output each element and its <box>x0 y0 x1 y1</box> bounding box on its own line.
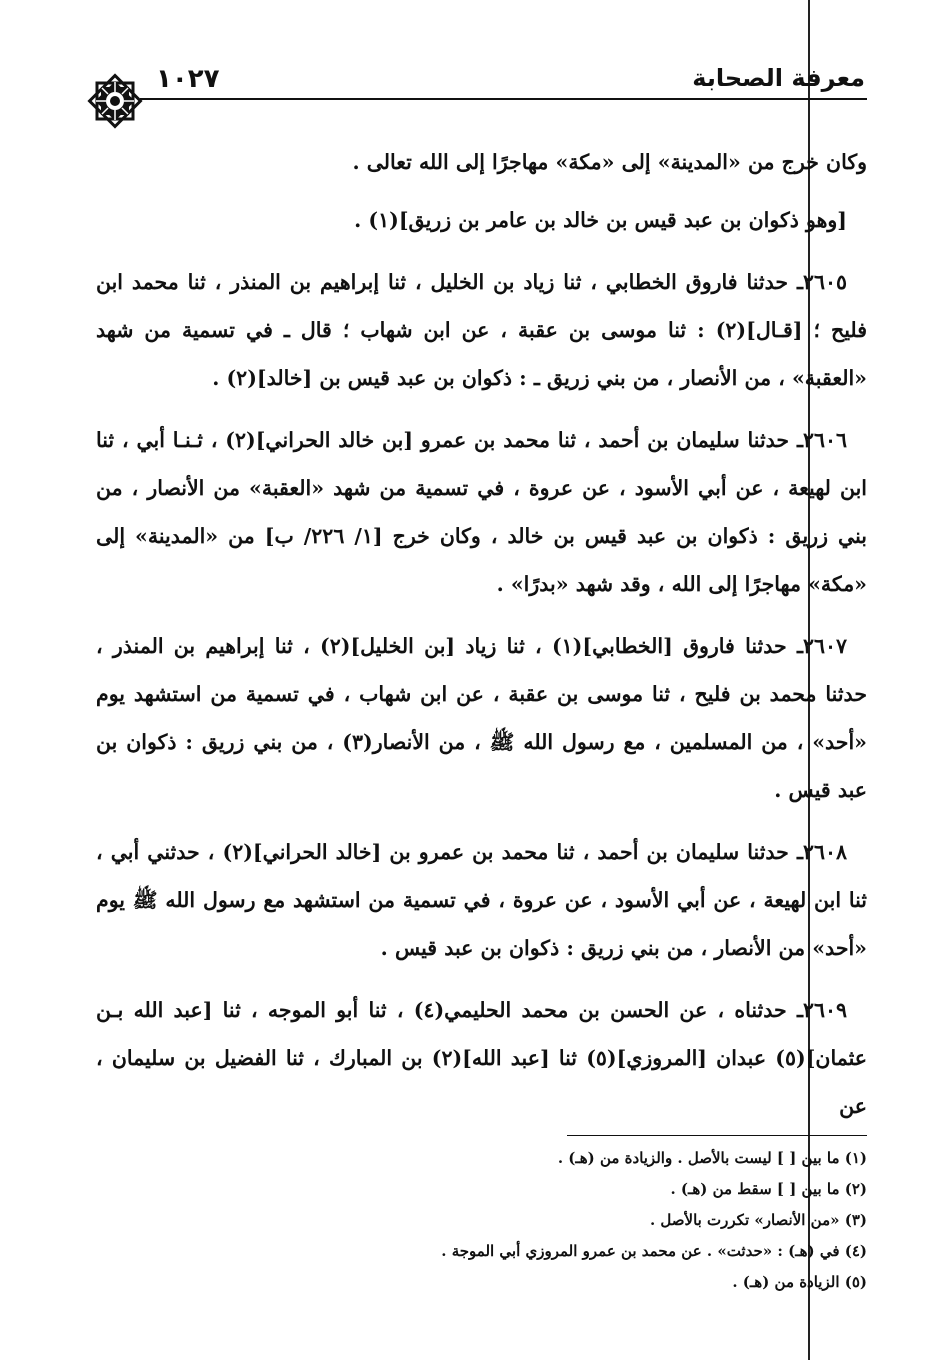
footnote-5: (٥) الزيادة من (هـ) . <box>732 1273 867 1291</box>
header-rule <box>140 98 867 100</box>
hadith-2607: ٢٦٠٧ـ حدثنا فاروق [الخطابي](١) ، ثنا زياد [بن الخليل](٢) ، ثنا إبراهيم بن المنذر ، حدثنا محمد بن فليح ، ثنا موسى بن عقبة ، عن ابن شهاب ، في تسمية من استشهد يوم «أحد» ، من المسلمين ، مع رسول الله ﷺ ، من الأنصار(٣) ، من بني زريق : ذكوان بن عبد قيس . <box>96 634 867 802</box>
hadith-2605: ٢٦٠٥ـ حدثنا فاروق الخطابي ، ثنا زياد بن الخليل ، ثنا إبراهيم بن المنذر ، ثنا محمد ابن فليح ؛ [قـال](٢) : ثنا موسى بن عقبة ، عن ابن شهاب ؛ قال ـ في تسمية من شهد «العقبة» ، من الأنصار ، من بني زريق ـ : ذكوان بن عبد قيس بن [خالد](٢) . <box>96 270 867 390</box>
hadith-2608: ٢٦٠٨ـ حدثنا سليمان بن أحمد ، ثنا محمد بن عمرو بن [خالد الحراني](٢) ، حدثني أبي ، ثنا ابن لهيعة ، عن أبي الأسود ، عن عروة ، في تسمية من استشهد مع رسول الله ﷺ يوم «أحد» من الأنصار ، من بني زريق : ذكوان بن عبد قيس . <box>96 840 867 960</box>
hadith-2606: ٢٦٠٦ـ حدثنا سليمان بن أحمد ، ثنا محمد بن عمرو [بن خالد الحراني](٢) ، ثـنـا أبي ، ثنا ابن لهيعة ، عن أبي الأسود ، عن عروة ، في تسمية من شهد «العقبة» من الأنصار ، من بني زريق : ذكوان بن عبد قيس بن خالد ، وكان خرج [١/ ٢٢٦/ ب] من «المدينة» إلى «مكة» مهاجرًا إلى الله ، وقد شهد «بدرًا» . <box>96 428 868 596</box>
footnote-1: (١) ما بين [ ] ليست بالأصل . والزيادة من (هـ) . <box>557 1149 867 1167</box>
page-number: ١٠٢٧ <box>156 64 220 94</box>
hadith-2609: ٢٦٠٩ـ حدثناه ، عن الحسن بن محمد الحليمي(٤) ، ثنا أبو الموجه ، ثنا [عبد الله بـن عثمان](٥) عبدان [المروزي](٥) ثنا [عبد الله](٢) بن المبارك ، ثنا الفضيل بن سليمان ، عن <box>96 998 868 1118</box>
footnote-4: (٤) في (هـ) : «حدثت» . عن محمد بن عمرو المروزي أبي الموجة . <box>441 1242 867 1260</box>
paragraph-bracket-note: [وهو ذكوان بن عبد قيس بن خالد بن عامر بن زريق](١) . <box>354 208 847 232</box>
running-header-title: معرفة الصحابة <box>692 64 865 92</box>
main-text <box>96 138 867 1144</box>
footnote-3: (٣) «من الأنصار» تكررت بالأصل . <box>649 1211 867 1229</box>
footnote-rule <box>567 1135 867 1136</box>
octagonal-ornament-icon <box>84 70 146 132</box>
footnotes <box>120 1143 867 1298</box>
paragraph-continuation: وكان خرج من «المدينة» إلى «مكة» مهاجرًا إلى الله تعالى . <box>352 150 867 174</box>
footnote-2: (٢) ما بين [ ] سقط من (هـ) . <box>670 1180 867 1198</box>
